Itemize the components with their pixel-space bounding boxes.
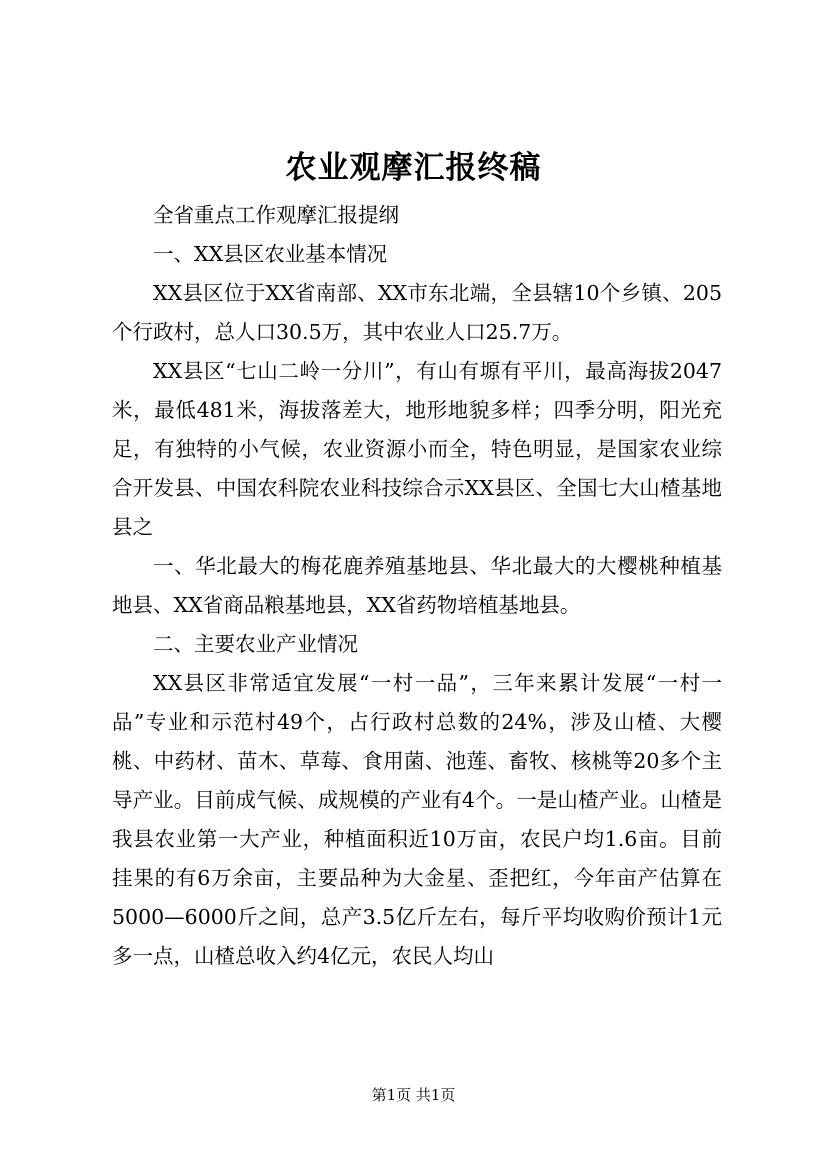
page-footer: 第1页 共1页: [371, 1086, 456, 1104]
paragraph-industries: XX县区非常适宜发展“一村一品”，三年来累计发展“一村一品”专业和示范村49个，占行政村总数的24%，涉及山楂、大樱桃、中药材、苗木、草莓、食用菌、池莲、畜牧、核桃等20多个主导产业。目前成气候、成规模的产业有4个。一是山楂产业。山楂是我县农业第一大产业，种植面积近10万亩，农民户均1.6亩。目前挂果的有6万余亩，主要品种为大金星、歪把红，今年亩产估算在5000—6000斤之间，总产3.5亿斤左右，每斤平均收购价预计1元多一点，山楂总收入约4亿元，农民人均山: [112, 671, 722, 968]
paragraph-county-overview: XX县区位于XX省南部、XX市东北端，全县辖10个乡镇、205个行政村，总人口30.5万，其中农业人口25.7万。: [112, 281, 722, 344]
paragraph-outline-heading: 全省重点工作观摩汇报提纲: [153, 203, 399, 227]
paragraph-section-two-heading: 二、主要农业产业情况: [153, 632, 358, 656]
document-title: 农业观摩汇报终稿: [285, 150, 542, 186]
paragraph-geography: XX县区“七山二岭一分川”，有山有塬有平川，最高海拔2047米，最低481米，海拔落差大，地形地貌多样；四季分明，阳光充足，有独特的小气候，农业资源小而全，特色明显，是国家农业综合开发县、中国农科院农业科技综合示XX县区、全国七大山楂基地县之: [112, 359, 722, 539]
paragraph-bases: 一、华北最大的梅花鹿养殖基地县、华北最大的大樱桃种植基地县、XX省商品粮基地县，XX省药物培植基地县。: [112, 554, 722, 617]
document-body: [112, 196, 722, 976]
paragraph-section-one-heading: 一、XX县区农业基本情况: [153, 242, 388, 266]
